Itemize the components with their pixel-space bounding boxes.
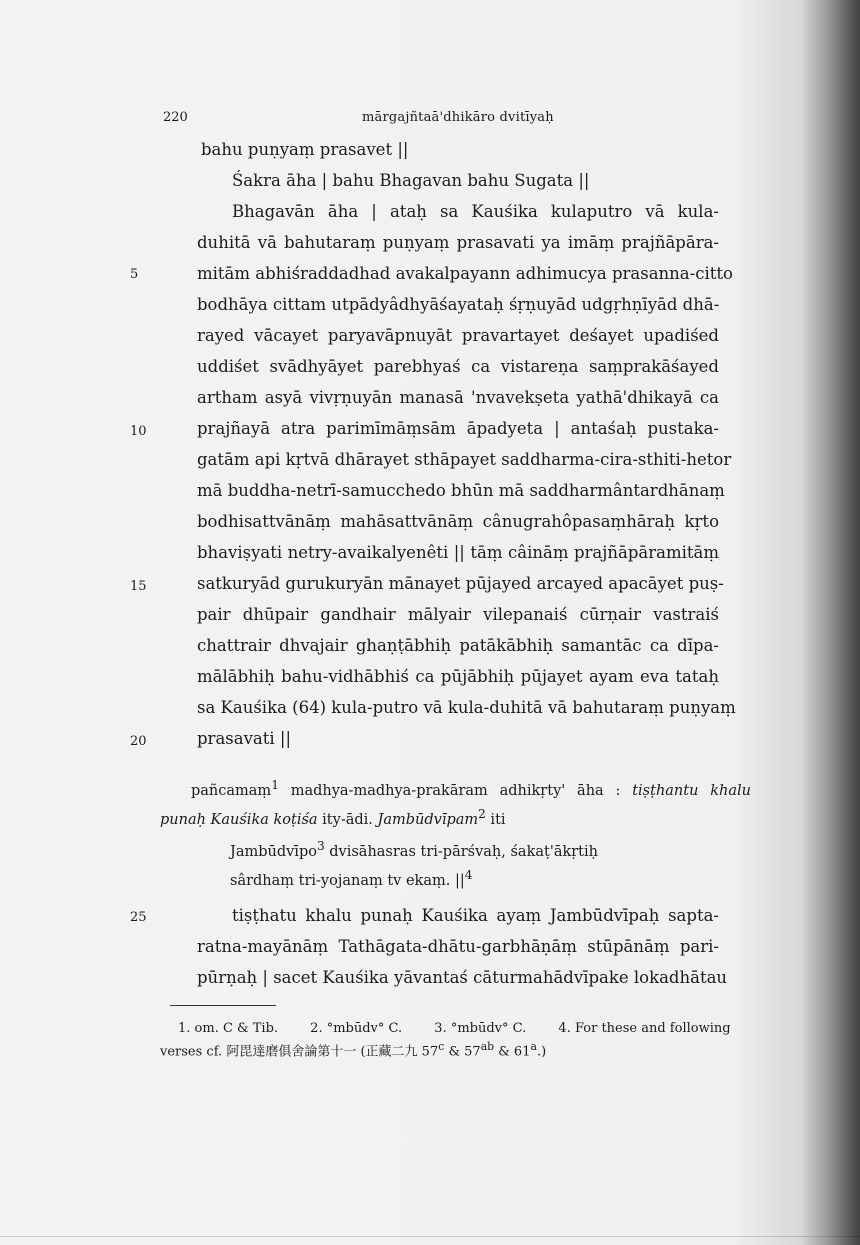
page-number: 220 [163,110,188,125]
text-line: Śakra āha | bahu Bhagavan bahu Sugata || [232,171,590,190]
text-line: uddiśet svādhyāyet parebhyaś ca vistareṇa saṃprakāśayed [197,357,719,376]
text-span: & 57 [444,1044,481,1060]
scan-edge [0,1236,860,1237]
running-title: mārgajñtaā'dhikāro dvitīyaḥ [362,110,554,125]
text-line: tiṣṭhatu khalu punaḥ Kauśika ayaṃ Jambūdvīpaḥ sapta- [232,906,719,925]
text-span: Jambūdvīpo [230,843,317,860]
text-line: gatām api kṛtvā dhārayet sthāpayet saddharma-cira-sthiti-hetor [197,450,732,469]
superscript: c [438,1040,445,1053]
text-line: pair dhūpair gandhair mālyair vilepanaiś cūrṇair vastraiś [197,605,719,624]
italic-span: Jambūdvīpam [372,811,479,828]
text-line: bodhisattvānāṃ mahāsattvānāṃ cânugrahôpasaṃhāraḥ kṛto [197,512,719,531]
text-line: pūrṇaḥ | sacet Kauśika yāvantaś cāturmahādvīpake lokadhātau [197,968,728,987]
footnote-marker: 2 [478,807,486,821]
footnote-line [178,1021,731,1036]
text-line: duhitā vā bahutaraṃ puṇyaṃ prasavati ya imāṃ prajñāpāra- [197,233,719,252]
footnote-1: 1. om. C & Tib. [178,1021,279,1036]
text-line: chattrair dhvajair ghaṇṭābhiḥ patākābhiḥ samantāc ca dīpa- [197,636,719,655]
footnote-marker: 4 [464,868,473,882]
text-span: .) [536,1044,547,1060]
italic-span: tiṣṭhantu khalu [620,782,751,799]
footnote-marker: 3 [316,839,325,853]
text-line: artham asyā vivṛṇuyān manasā 'nvavekṣeta yathā'dhikayā ca [197,388,719,407]
text-span: pañcamaṃ [191,782,272,799]
text-span: madhya-madhya-prakāram adhikṛty' āha : [278,782,621,799]
commentary-line [160,807,506,828]
superscript: a [530,1040,537,1053]
footnote-3: 3. °mbūdv° C. [434,1021,527,1036]
line-number: 15 [130,579,147,594]
text-line: bhaviṣyati netry-avaikalyenêti || tāṃ câināṃ prajñāpāramitāṃ [197,543,719,562]
footnote-continuation [160,1040,546,1059]
text-span: & 61 [494,1044,531,1060]
text-span: iti [485,811,506,828]
text-line: Bhagavān āha | ataḥ sa Kauśika kulaputro vā kula- [232,202,719,221]
footnote-2: 2. °mbūdv° C. [310,1021,403,1036]
italic-span: punaḥ Kauśika koṭiśa [160,811,318,828]
text-line: mālābhiḥ bahu-vidhābhiś ca pūjābhiḥ pūjayet ayam eva tataḥ [197,667,719,686]
footnote-marker: 1 [271,778,279,792]
verse-line [230,868,472,889]
line-number: 10 [130,424,147,439]
text-line: rayed vācayet paryavāpnuyāt pravartayet deśayet upadiśed [197,326,719,345]
text-line: sa Kauśika (64) kula-putro vā kula-duhitā vā bahutaraṃ puṇyaṃ [197,698,736,717]
text-span: (正藏二九 57 [356,1044,439,1060]
superscript: ab [480,1040,495,1053]
commentary-line [191,778,751,799]
text-line: satkuryād gurukuryān mānayet pūjayed arcayed apacāyet puṣ- [197,574,724,593]
text-line: mā buddha-netrī-samucchedo bhūn mā saddharmântardhānaṃ [197,481,725,500]
footnote-4: 4. For these and following [558,1021,731,1036]
line-number: 25 [130,910,147,925]
text-span: verses cf. [160,1044,223,1060]
verse-line [230,839,598,860]
text-line: ratna-mayānāṃ Tathāgata-dhātu-garbhāṇāṃ stūpānāṃ pari- [197,937,719,956]
text-line: prasavati || [197,729,292,748]
text-span: sârdhaṃ tri-yojanaṃ tv ekaṃ. || [230,872,465,889]
text-line: bodhāya cittam utpādyâdhyāśayataḥ śṛṇuyād udgṛhṇīyād dhā- [197,295,720,314]
text-span: dvisāhasras tri-pārśvaḥ, śakaṭ'ākṛtiḥ [324,843,598,860]
line-number: 20 [130,734,147,749]
footnote-rule [170,1005,276,1006]
line-number: 5 [130,267,139,282]
text-span: ity-ādi. [317,811,373,828]
binding-shadow [802,0,860,1245]
cjk-citation: 阿毘達磨俱舍論第十一 [226,1044,357,1060]
text-line: mitām abhiśraddadhad avakalpayann adhimucya prasanna-citto [197,264,733,283]
text-line: prajñayā atra parimīmāṃsām āpadyeta | antaśaḥ pustaka- [197,419,719,438]
text-line: bahu puṇyaṃ prasavet || [201,140,409,159]
